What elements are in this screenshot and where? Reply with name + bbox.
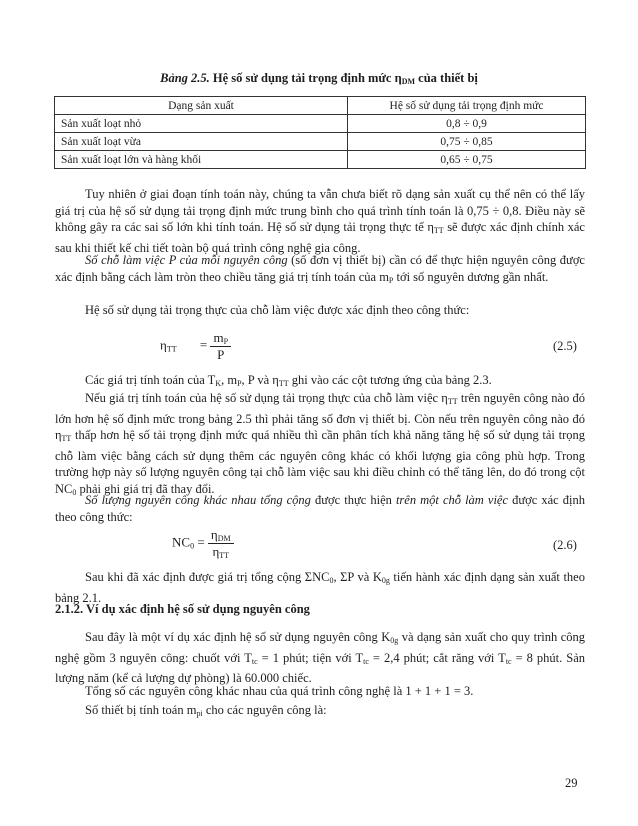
paragraph-6: Số lượng nguyên công khác nhau tổng cộng được thực hiện trên một chỗ làm việc được xác định theo công thức:	[55, 493, 585, 524]
table-row	[55, 115, 586, 133]
header-load-coefficient: Hệ số sử dụng tải trọng định mức	[348, 97, 586, 115]
header-production-type: Dạng sản xuất	[55, 97, 348, 115]
equation-number: (2.5)	[553, 339, 577, 353]
paragraph-4: Các giá trị tính toán của $T_K$, $m_P$, P và $\eta_{TT}$ ghi vào các cột tương ứng của bảng 2.3.	[85, 373, 492, 388]
table-cell: Sản xuất loạt vừa	[55, 133, 348, 151]
formula-2-5: $\eta_{TT}$ = $\frac{m_P}{P}$	[160, 330, 231, 363]
paragraph-1: Tuy nhiên ở giai đoạn tính toán này, chúng ta vẫn chưa biết rõ dạng sản xuất cụ thể nên có thể lấy giá trị của hệ số sử dụng tải trọng định mức trung bình cho quá trình tính toán là 0,75 ÷ 0,8. Điều này sẽ không gây ra các sai số lớn khi tính toán. Hệ số sử dụng tải trọng thực tế $\eta_{TT}$ sẽ được xác định chính xác sau khi thiết kế chi tiết toàn bộ quá trình công nghệ gia công.	[55, 187, 585, 255]
paragraph-7: Sau khi đã xác định được giá trị tổng cộng $\Sigma NC_0$, ΣP và $K_{0g}$ tiến hành xác định dạng sản xuất theo bảng 2.1.	[55, 570, 585, 605]
table-cell: 0,8 ÷ 0,9	[348, 115, 586, 133]
table-row	[55, 133, 586, 151]
table-header-row	[55, 97, 586, 115]
paragraph-9: Tổng số các nguyên công khác nhau của quá trình công nghệ là 1 + 1 + 1 = 3.	[85, 684, 474, 698]
paragraph-10: Số thiết bị tính toán $m_{pi}$ cho các nguyên công là:	[85, 703, 327, 718]
table-caption-label: Bảng 2.5.	[160, 71, 210, 85]
paragraph-3: Hệ số sử dụng tải trọng thực của chỗ làm việc được xác định theo công thức:	[85, 303, 470, 317]
table-cell: 0,75 ÷ 0,85	[348, 133, 586, 151]
paragraph-8: Sau đây là một ví dụ xác định hệ số sử dụng nguyên công $K_{0g}$ và dạng sản xuất cho quy trình công nghệ gồm 3 nguyên công: chuốt với $T_{tc} = 1$ phút; tiện với $T_{tc} = 2,4$ phút; cắt răng với $T_{tc} = 8$ phút. Sản lượng năm (kể cả lượng dự phòng) là 60.000 chiếc.	[55, 630, 586, 686]
equation-number: (2.6)	[553, 538, 577, 552]
table-row	[55, 151, 586, 169]
page-number: 29	[565, 776, 578, 790]
paragraph-2: Số chỗ làm việc P của mỗi nguyên công (số đơn vị thiết bị) cần có để thực hiện nguyên công được xác định bằng cách làm tròn theo chiều tăng giá trị tính toán của $m_P$ tới số nguyên dương gần nhất.	[55, 253, 585, 285]
paragraph-5: Nếu giá trị tính toán của hệ số sử dụng tải trọng thực của chỗ làm việc $\eta_{TT}$ trên nguyên công nào đó lớn hơn hệ số định mức trong bảng 2.5 thì phải tăng số đơn vị thiết bị. Còn nếu trên nguyên công nào đó $\eta_{TT}$ thấp hơn hệ số tải trọng định mức quá nhiều thì cần phân tích khả năng tăng hệ số sử dụng tải trọng chỗ làm việc bằng cách sử dụng thêm các nguyên công khác có khối lượng gia công phù hợp. Trong trường hợp này số lượng nguyên công tại chỗ làm việc sau khi điều chỉnh có thể tăng lên, do đó trong cột $NC_0$ phải ghi giá trị đã thay đổi.	[55, 391, 586, 497]
table-cell: Sản xuất loạt lớn và hàng khối	[55, 151, 348, 169]
table-cell: 0,65 ÷ 0,75	[348, 151, 586, 169]
table-caption	[0, 71, 638, 86]
coefficient-table	[54, 96, 586, 169]
table-cell: Sản xuất loạt nhỏ	[55, 115, 348, 133]
table-caption-title: Hệ số sử dụng tải trọng định mức $\eta_{DM}$ của thiết bị	[212, 71, 478, 86]
fraction: $\frac{m_P}{P}$	[210, 330, 231, 363]
section-heading: 2.1.2. Ví dụ xác định hệ số sử dụng nguyên công	[55, 602, 310, 616]
fraction: $\frac{\eta_{DM}}{\eta_{TT}}$	[208, 527, 234, 560]
formula-2-6: $NC_0$ = $\frac{\eta_{DM}}{\eta_{TT}}$	[172, 527, 234, 560]
